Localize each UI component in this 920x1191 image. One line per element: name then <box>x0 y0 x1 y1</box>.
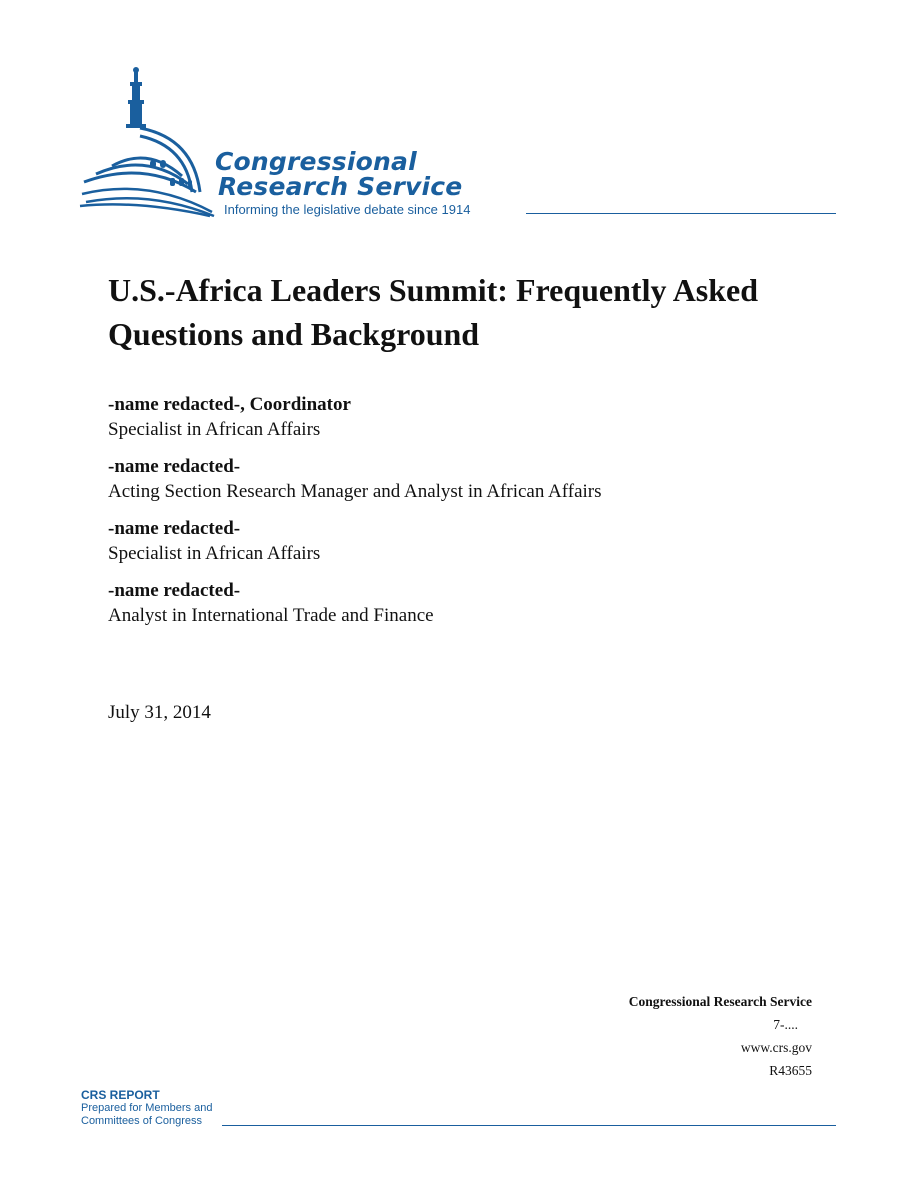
logo-wordmark-line1: Congressional <box>215 147 417 176</box>
author-name: -name redacted- <box>108 580 241 601</box>
author-name: -name redacted-, Coordinator <box>108 394 351 415</box>
report-date: July 31, 2014 <box>108 702 211 723</box>
logo-tagline: Informing the legislative debate since 1914 <box>224 202 471 217</box>
crs-name: Congressional Research Service <box>628 994 812 1009</box>
crs-url: www.crs.gov <box>740 1040 812 1055</box>
crs-code: 7-.... <box>773 1017 798 1032</box>
author-role: Acting Section Research Manager and Analyst in African Affairs <box>108 481 602 502</box>
author-role: Analyst in International Trade and Finance <box>108 605 434 626</box>
footer-line2: Committees of Congress <box>81 1115 203 1127</box>
footer-title: CRS REPORT <box>81 1088 160 1102</box>
report-number: R43655 <box>769 1063 812 1078</box>
author-entry <box>108 455 868 505</box>
footer-block <box>81 1088 841 1128</box>
author-entry <box>108 393 868 443</box>
author-name: -name redacted- <box>108 456 241 477</box>
footer-line1: Prepared for Members and <box>81 1102 213 1114</box>
logo-wordmark-line2: Research Service <box>218 172 463 201</box>
author-entry <box>108 517 868 567</box>
footer-rule <box>222 1125 836 1126</box>
author-entry <box>108 579 868 629</box>
author-name: -name redacted- <box>108 518 241 539</box>
author-role: Specialist in African Affairs <box>108 543 321 564</box>
tagline-rule <box>526 213 836 214</box>
report-title: U.S.-Africa Leaders Summit: Frequently Asked Questions and Background <box>108 272 759 352</box>
capitol-dome-icon <box>78 66 228 226</box>
author-role: Specialist in African Affairs <box>108 419 321 440</box>
author-list <box>108 393 868 641</box>
crs-info-block <box>629 990 812 1082</box>
crs-logo <box>78 66 838 226</box>
